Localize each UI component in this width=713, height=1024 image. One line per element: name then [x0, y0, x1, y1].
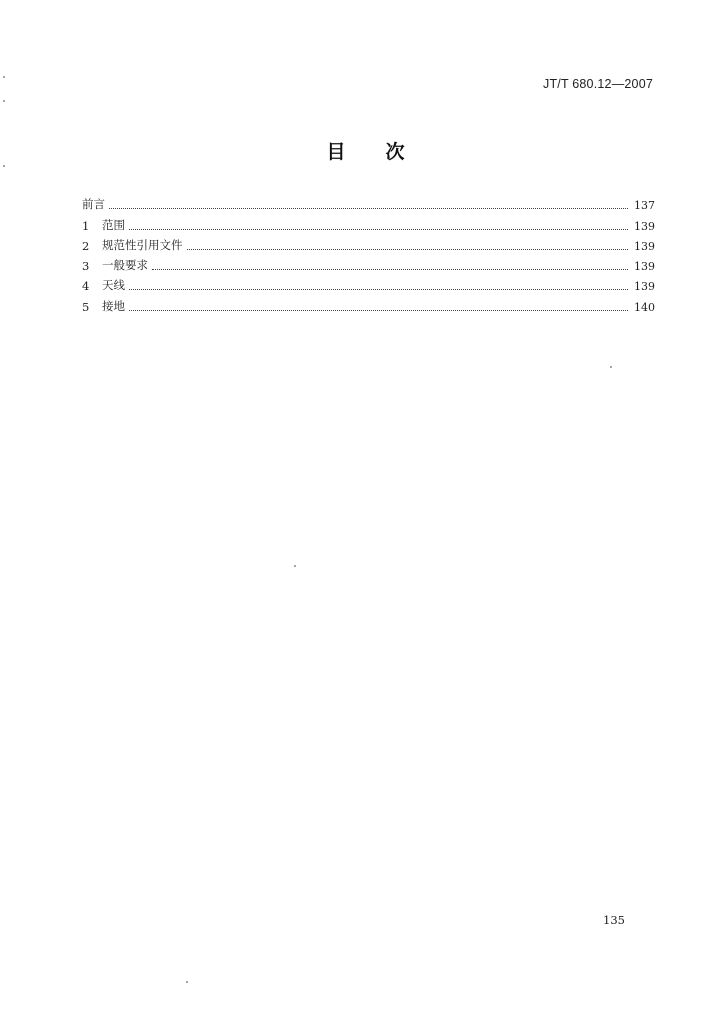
toc-entry-number: 5 — [82, 299, 90, 314]
toc-entry-foreword[interactable] — [82, 192, 655, 213]
toc-leader-dots — [129, 289, 628, 290]
toc-entry-number: 1 — [82, 218, 90, 233]
toc-entry-antenna[interactable] — [82, 273, 655, 294]
toc-entry-label: 一般要求 — [102, 258, 148, 273]
toc-entry-page: 139 — [634, 219, 655, 233]
toc-entry-number: 2 — [82, 238, 90, 253]
scan-speck — [610, 366, 612, 368]
toc-entry-label: 范围 — [102, 217, 125, 232]
toc-entry-number: 4 — [82, 279, 90, 294]
toc-entry-page: 139 — [634, 280, 655, 294]
scan-speck — [186, 981, 188, 983]
toc-leader-dots — [187, 249, 629, 250]
toc-title-char: 目 — [326, 141, 346, 163]
toc-entry-normative-references[interactable] — [82, 233, 655, 253]
toc-entry-label: 接地 — [102, 298, 125, 313]
page-number: 135 — [603, 913, 625, 927]
toc-leader-dots — [152, 269, 628, 270]
toc-entry-scope[interactable] — [82, 212, 655, 233]
toc-entry-grounding[interactable] — [82, 293, 655, 314]
toc-entry-page: 139 — [634, 260, 655, 274]
toc-entry-page: 137 — [634, 199, 655, 213]
scan-speck — [294, 565, 296, 567]
scan-speck — [3, 100, 5, 102]
standard-code: JT/T 680.12—2007 — [543, 77, 653, 91]
table-of-contents — [82, 192, 655, 314]
toc-entry-general-requirements[interactable] — [82, 253, 655, 274]
toc-entry-label: 天线 — [102, 278, 125, 293]
scan-speck — [3, 76, 5, 78]
toc-leader-dots — [109, 208, 628, 209]
toc-entry-label: 前言 — [82, 197, 105, 212]
scan-speck — [3, 165, 5, 167]
toc-entry-page: 140 — [634, 300, 655, 314]
toc-leader-dots — [129, 310, 628, 311]
toc-entry-page: 139 — [634, 239, 655, 253]
toc-title — [0, 137, 713, 164]
toc-entry-number: 3 — [82, 259, 90, 274]
toc-leader-dots — [129, 229, 628, 230]
toc-entry-label: 规范性引用文件 — [102, 237, 183, 252]
toc-title-char: 次 — [385, 141, 405, 163]
